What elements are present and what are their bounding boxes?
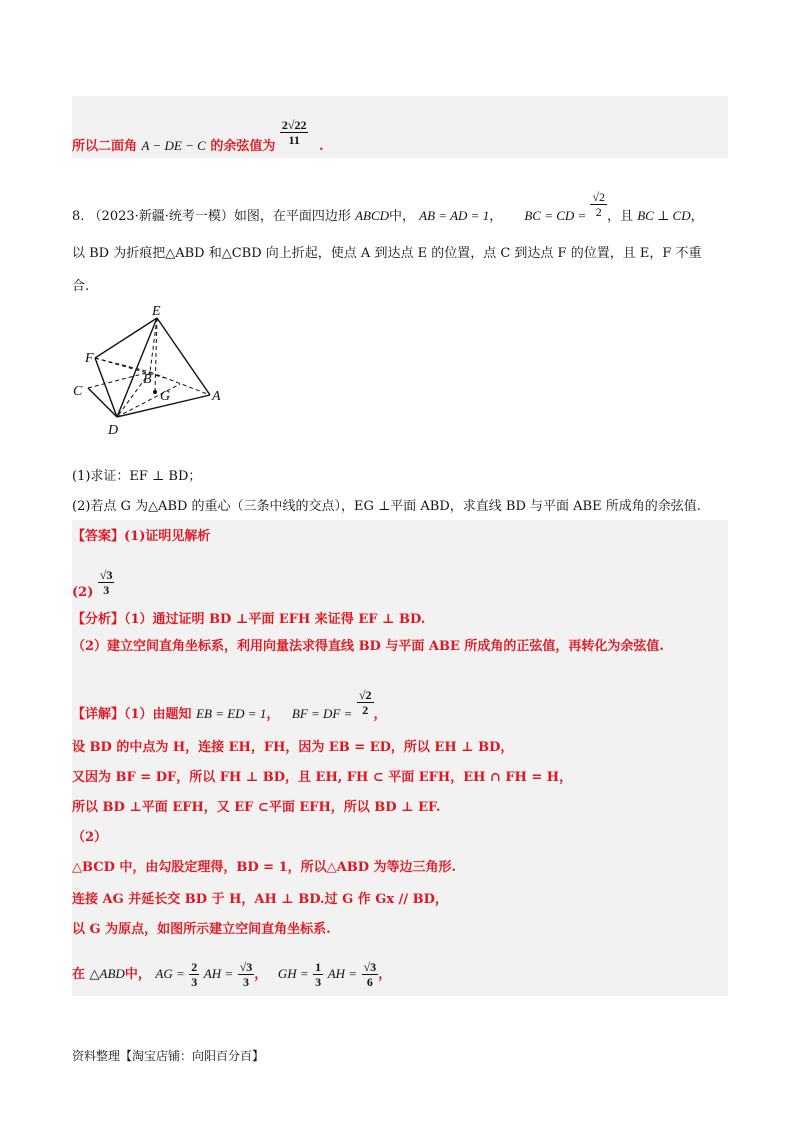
label-E: E	[152, 304, 161, 319]
detail-3: 又因为 BF = DF，所以 FH ⊥ BD，且 EH, FH ⊂ 平面 EFH，EH ∩ FH = H，	[72, 770, 573, 785]
detail-4: 所以 BD ⊥平面 EFH，又 EF ⊂平面 EFH，所以 BD ⊥ EF.	[72, 800, 441, 815]
detail-7: 连接 AG 并延长交 BD 于 H，AH ⊥ BD.过 G 作 Gx // BD，	[72, 892, 448, 907]
problem-line-3: 合.	[72, 279, 90, 294]
problem-line-1: 8. （2023·新疆·统考一模）如图，在平面四边形 ABCD中， AB = AD = 1， BC = CD = $\frac{√2}{2}$ ，且 BC ⊥ CD，	[72, 190, 704, 224]
edge-BA	[150, 372, 210, 395]
edge-CB	[88, 372, 150, 388]
label-G: G	[160, 389, 171, 404]
detail-6: △BCD 中，由勾股定理得，BD = 1，所以△ABD 为等边三角形.	[72, 860, 457, 875]
label-C: C	[73, 384, 83, 399]
problem-line-2: 以 BD 为折痕把△ABD 和△CBD 向上折起，使点 A 到达点 E 的位置，点 C 到达点 F 的位置，且 E，F 不重	[72, 246, 702, 261]
pyramid-figure	[70, 300, 240, 440]
label-F: F	[85, 351, 94, 366]
label-D: D	[108, 423, 119, 438]
point-G	[153, 390, 157, 394]
page-footer: 资料整理【淘宝店铺：向阳百分百】	[72, 1049, 265, 1063]
detail-1: 【详解】（1）由题知 EB = ED = 1， BF = DF = $\frac{√2}{2}$ ，	[72, 688, 387, 722]
detail-9: 在 △ABD中， AG = $\frac{2}{3}$ AH = $\frac{√3}{3}$ ， GH = $\frac{1}{3}$ AH = $\frac{√3}{6}$ ，	[72, 960, 392, 989]
edge-CD	[88, 388, 117, 417]
edge-FE-mid	[95, 358, 165, 378]
question-2: (2)若点 G 为△ABD 的重心（三条中线的交点），EG ⊥平面 ABD，求直线 BD 与平面 ABE 所成角的余弦值.	[72, 499, 701, 514]
answer-label: 【答案】(1)证明见解析	[72, 529, 211, 544]
detail-8: 以 G 为原点，如图所示建立空间直角坐标系.	[72, 922, 331, 937]
edge-FD	[95, 358, 117, 417]
detail-2: 设 BD 的中点为 H，连接 EH，FH，因为 EB = ED，所以 EH ⊥ BD，	[72, 740, 514, 755]
edge-D-mid	[117, 384, 180, 417]
label-A: A	[212, 389, 221, 404]
edge-EG	[155, 318, 157, 392]
edge-EF	[95, 318, 157, 358]
question-1: (1)求证：EF ⊥ BD；	[72, 469, 202, 484]
answer-part-2: (2) $\frac{√3}{3}$	[72, 568, 113, 600]
analysis-2: （2）建立空间直角坐标系，利用向量法求得直线 BD 与平面 ABE 所成角的正弦值，再转化为余弦值.	[72, 639, 664, 654]
detail-5: （2）	[72, 830, 108, 845]
label-B: B	[143, 372, 152, 387]
edge-EA	[157, 318, 210, 395]
analysis-1: 【分析】（1）通过证明 BD ⊥平面 EFH 来证得 EF ⊥ BD.	[72, 612, 426, 627]
dihedral-angle-conclusion: 所以二面角 A − DE − C 的余弦值为 $\frac{2√22}{11}$ .	[72, 118, 324, 154]
